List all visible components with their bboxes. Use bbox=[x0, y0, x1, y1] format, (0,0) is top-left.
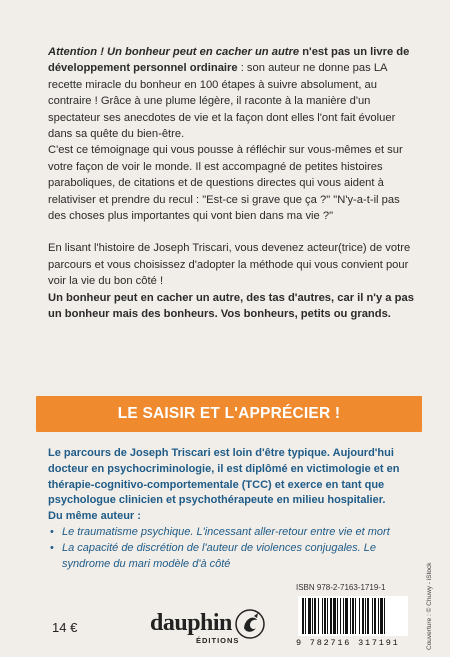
list-item: • Le traumatisme psychique. L'incessant aller-retour entre vie et mort bbox=[48, 525, 418, 541]
price: 14 € bbox=[52, 620, 78, 635]
tagline-banner bbox=[36, 396, 422, 432]
bullet-icon: • bbox=[50, 525, 54, 538]
book-list bbox=[48, 525, 418, 572]
publisher-name: dauphin bbox=[150, 610, 232, 636]
same-author-heading: Du même auteur : bbox=[48, 510, 141, 523]
publisher-logo bbox=[150, 600, 270, 650]
cover-credit: Couverture : © Chuwy - iStock bbox=[426, 562, 433, 650]
author-bio bbox=[48, 446, 418, 572]
barcode-icon bbox=[298, 596, 408, 636]
barcode-digits: 9 782716 317191 bbox=[296, 638, 400, 648]
dolphin-icon bbox=[235, 608, 265, 640]
barcode bbox=[298, 596, 408, 636]
blurb-paragraph-3: En lisant l'histoire de Joseph Triscari, vous devenez acteur(trice) de votre parcours et vous choisissez d'adopter la méthode qui vous convient pour voir la vie du bon côté ! bbox=[48, 242, 411, 288]
blurb-paragraph-2: C'est ce témoignage qui vous pousse à réfléchir sur vous-mêmes et sur votre façon de voir le monde. Il est accompagné de petites histoires paraboliques, de citations et de questions directes qui vous aident à relativiser et prendre du recul : "Est-ce si grave que ça ?" "N'y-a-t-il pas des choses plus importantes qui vont bien dans ma vie ?" bbox=[48, 144, 403, 223]
tagline-text: LE SAISIR ET L'APPRÉCIER ! bbox=[117, 405, 341, 422]
isbn-text: ISBN 978-2-7163-1719-1 bbox=[296, 583, 386, 592]
publisher-sub: ÉDITIONS bbox=[196, 636, 240, 645]
blurb bbox=[48, 44, 420, 323]
list-item: • La capacité de discrétion de l'auteur de violences conjugales. Le syndrome du mari modèle d'à côté bbox=[50, 541, 376, 570]
blurb-paragraph-1: Attention ! Un bonheur peut en cacher un autre n'est pas un livre de développement personnel ordinaire : son auteur ne donne pas LA recette miracle du bonheur en 100 étapes à suivre absolument, au contraire ! Grâce à une plume légère, il raconte à la manière d'un spectateur ses anecdotes de vie et la façon dont elles l'ont fait évoluer dans sa quête du bien-être. bbox=[48, 46, 410, 141]
blurb-paragraph-4: Un bonheur peut en cacher un autre, des tas d'autres, car il n'y a pas un bonheur mais des bonheurs. Vos bonheurs, petits ou grands. bbox=[48, 291, 414, 321]
bullet-icon: • bbox=[50, 541, 54, 554]
bio-text: Le parcours de Joseph Triscari est loin d'être typique. Aujourd'hui docteur en psychocriminologie, il est diplômé en victimologie et en thérapie-cognitivo-comportementale (TCC) et exerce en tant que psychologue clinicien et psychothérapeute en milieu hospitalier. bbox=[48, 447, 400, 507]
